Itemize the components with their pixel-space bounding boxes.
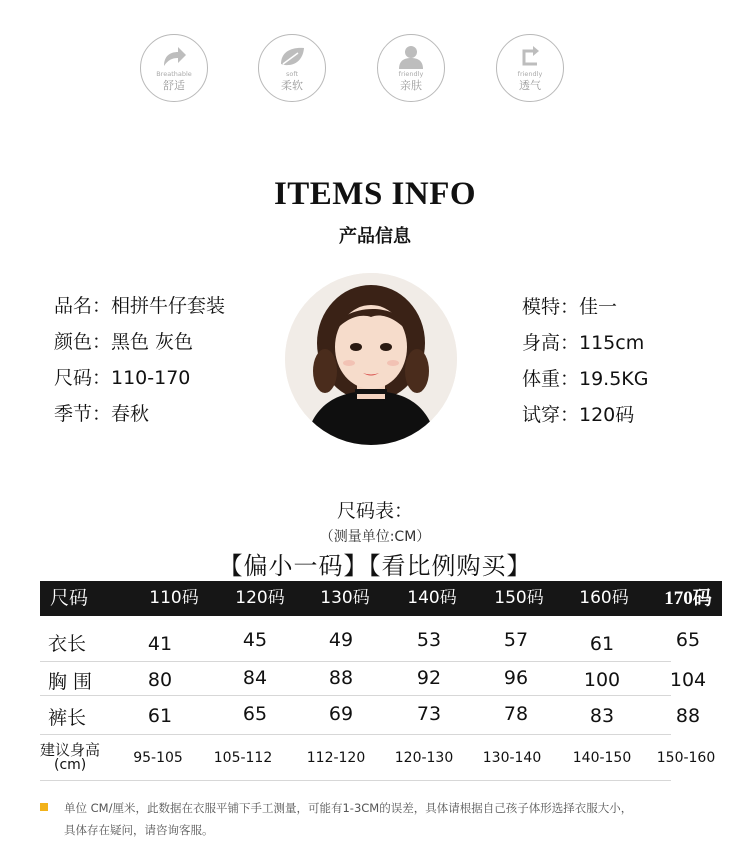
table-cell: 83: [589, 705, 615, 727]
row-label: 胸 围: [48, 671, 93, 693]
header-cell: 160码: [579, 588, 629, 608]
model-weight: 体重：19.5KG: [522, 368, 649, 390]
section-title-en: ITEMS INFO: [273, 176, 477, 212]
feature-breathable: [140, 34, 208, 102]
note-bullet-icon: [40, 803, 48, 811]
table-cell: 84: [242, 667, 268, 689]
row-label: 建议身高: [40, 741, 101, 759]
table-cell: 105-112: [213, 750, 273, 766]
table-cell: 49: [328, 629, 354, 651]
feature-zh-label: 亲肤: [400, 79, 422, 92]
product-info: [54, 288, 225, 432]
size-chart-title: 尺码表：: [336, 500, 413, 522]
feature-en-label: Breathable: [156, 70, 192, 78]
table-row: [40, 629, 722, 659]
table-cell: 130-140: [482, 750, 542, 766]
header-cell: 120码: [235, 588, 285, 608]
leaf-icon: [277, 44, 307, 70]
header-cell: 110码: [149, 588, 199, 608]
model-photo: [285, 273, 457, 445]
feature-zh-label: 柔软: [281, 79, 303, 92]
table-cell: 100: [583, 669, 621, 691]
size-table-header: [40, 581, 722, 616]
table-cell: 45: [242, 629, 268, 651]
footnote: [64, 797, 714, 841]
model-tried-size: 试穿：120码: [522, 404, 635, 426]
model-name: 模特：佳一: [522, 296, 618, 318]
table-cell: 80: [147, 669, 173, 691]
row-label: 裤长: [48, 707, 87, 729]
header-cell: 150码: [494, 588, 544, 608]
table-cell: 104: [669, 669, 707, 691]
person-icon: [396, 44, 426, 70]
feature-zh-label: 舒适: [163, 79, 185, 92]
table-cell: 96: [503, 667, 529, 689]
model-info: [522, 289, 649, 433]
row-label-unit: (cm): [54, 757, 87, 773]
table-cell: 150-160: [656, 750, 716, 766]
feature-soft: [258, 34, 326, 102]
product-size: 尺码：110-170: [54, 367, 191, 389]
refresh-icon: [515, 44, 545, 70]
header-cell: 130码: [320, 588, 370, 608]
table-cell: 65: [242, 703, 268, 725]
table-cell: 112-120: [306, 750, 366, 766]
table-cell: 88: [675, 705, 701, 727]
feature-en-label: soft: [285, 70, 299, 78]
row-divider: [40, 780, 671, 781]
feature-en-label: friendly: [517, 70, 543, 78]
table-row: [40, 739, 722, 779]
table-cell: 95-105: [133, 750, 183, 766]
table-cell: 53: [416, 629, 442, 651]
table-cell: 57: [503, 629, 529, 651]
feature-zh-label: 透气: [519, 79, 541, 92]
table-cell: 120-130: [394, 750, 454, 766]
product-season: 季节：春秋: [54, 403, 150, 425]
row-divider: [40, 661, 671, 662]
size-chart-note: 【偏小一码】【看比例购买】: [218, 552, 532, 580]
table-cell: 78: [503, 703, 529, 725]
footnote-line-1: 单位 CM/厘米，此数据在衣服平铺下手工测量，可能有1-3CM的误差，具体请根据自己孩子体形选择衣服大小，: [64, 801, 633, 815]
header-cell: 140码: [407, 588, 457, 608]
feature-badges: [0, 34, 750, 106]
header-cell: 尺码: [50, 587, 89, 609]
table-cell: 61: [589, 633, 615, 655]
feature-en-label: friendly: [398, 70, 424, 78]
header-cell: 170码: [664, 588, 712, 609]
table-cell: 73: [416, 703, 442, 725]
table-cell: 92: [416, 667, 442, 689]
table-row: [40, 703, 722, 733]
arrow-icon: [159, 44, 189, 70]
section-title-zh: 产品信息: [339, 226, 411, 247]
table-cell: 140-150: [572, 750, 632, 766]
row-divider: [40, 695, 671, 696]
footnote-line-2: 具体存在疑问，请咨询客服。: [64, 823, 214, 837]
table-cell: 69: [328, 703, 354, 725]
feature-skin-friendly: [377, 34, 445, 102]
product-name: 品名：相拼牛仔套装: [54, 295, 226, 317]
row-label: 衣长: [48, 633, 87, 655]
model-height: 身高：115cm: [522, 332, 645, 354]
feature-breathable-2: [496, 34, 564, 102]
size-chart-unit: （测量单位:CM）: [319, 529, 431, 545]
table-row: [40, 667, 722, 697]
table-cell: 65: [675, 629, 701, 651]
table-cell: 41: [147, 633, 173, 655]
table-cell: 88: [328, 667, 354, 689]
product-color: 颜色：黑色 灰色: [54, 331, 194, 353]
row-divider: [40, 734, 671, 735]
table-cell: 61: [147, 705, 173, 727]
